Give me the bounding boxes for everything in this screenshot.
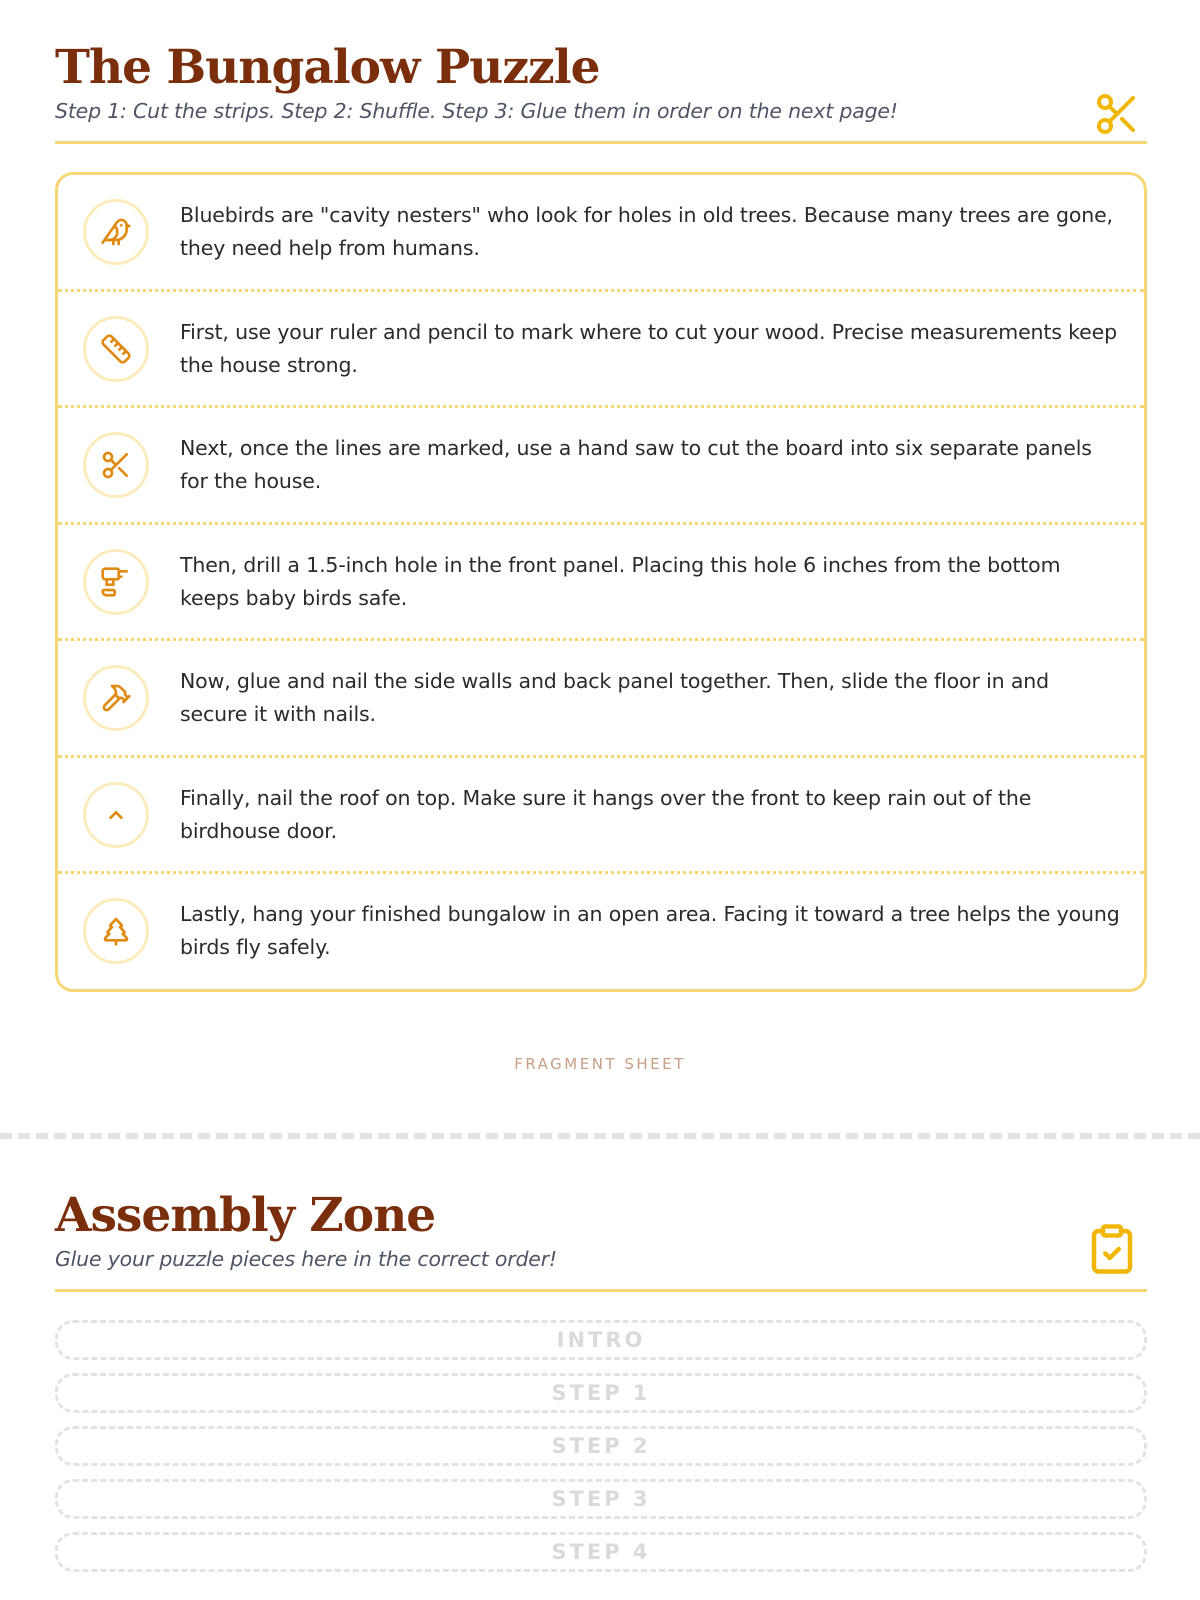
glue-slot[interactable]: INTRO	[55, 1320, 1147, 1360]
puzzle-strips	[55, 172, 1147, 992]
ruler-icon	[83, 316, 149, 382]
puzzle-strip[interactable]	[58, 408, 1144, 525]
strip-text: Finally, nail the roof on top. Make sure it hangs over the front to keep rain out of the birdhouse door.	[180, 785, 1032, 843]
chevron-up-icon	[83, 782, 149, 848]
strip-text: Next, once the lines are marked, use a hand saw to cut the board into six separate panels for the house.	[180, 436, 1092, 494]
clipboard-check-icon	[1085, 1218, 1139, 1280]
puzzle-strip[interactable]	[58, 874, 1144, 989]
strip-text: Lastly, hang your finished bungalow in an open area. Facing it toward a tree helps the young birds fly safely.	[180, 902, 1120, 960]
puzzle-strip[interactable]	[58, 525, 1144, 642]
sheet-label: FRAGMENT SHEET	[514, 1055, 686, 1073]
page-header	[55, 1188, 1147, 1292]
puzzle-strip[interactable]	[58, 641, 1144, 758]
glue-slot[interactable]: STEP 4	[55, 1532, 1147, 1572]
puzzle-strip[interactable]	[58, 175, 1144, 292]
hammer-icon	[83, 665, 149, 731]
page-header	[55, 40, 1147, 144]
bird-icon	[83, 199, 149, 265]
puzzle-strip[interactable]	[58, 292, 1144, 409]
glue-slot[interactable]: STEP 1	[55, 1373, 1147, 1413]
assembly-slots	[55, 1320, 1147, 1572]
glue-slot[interactable]: STEP 3	[55, 1479, 1147, 1519]
assembly-sheet	[55, 1188, 1147, 1585]
page-title: Assembly Zone	[55, 1188, 436, 1243]
tree-icon	[83, 898, 149, 964]
scissors-icon	[1093, 90, 1141, 138]
page-subtitle: Glue your puzzle pieces here in the correct order!	[55, 1247, 557, 1272]
strip-text: Bluebirds are "cavity nesters" who look for holes in old trees. Because many trees are gone, they need help from humans.	[180, 203, 1113, 261]
page-subtitle: Step 1: Cut the strips. Step 2: Shuffle. Step 3: Glue them in order on the next page!	[55, 99, 898, 124]
puzzle-strip[interactable]	[58, 758, 1144, 875]
fragment-sheet	[55, 40, 1147, 992]
strip-text: First, use your ruler and pencil to mark where to cut your wood. Precise measurements keep the house strong.	[180, 319, 1117, 377]
page-title: The Bungalow Puzzle	[55, 40, 600, 95]
cut-line-divider	[0, 1133, 1200, 1139]
drill-icon	[83, 549, 149, 615]
strip-text: Now, glue and nail the side walls and back panel together. Then, slide the floor in and secure it with nails.	[180, 669, 1049, 727]
glue-slot[interactable]: STEP 2	[55, 1426, 1147, 1466]
scissors-icon	[83, 432, 149, 498]
strip-text: Then, drill a 1.5-inch hole in the front panel. Placing this hole 6 inches from the bottom keeps baby birds safe.	[180, 552, 1061, 610]
